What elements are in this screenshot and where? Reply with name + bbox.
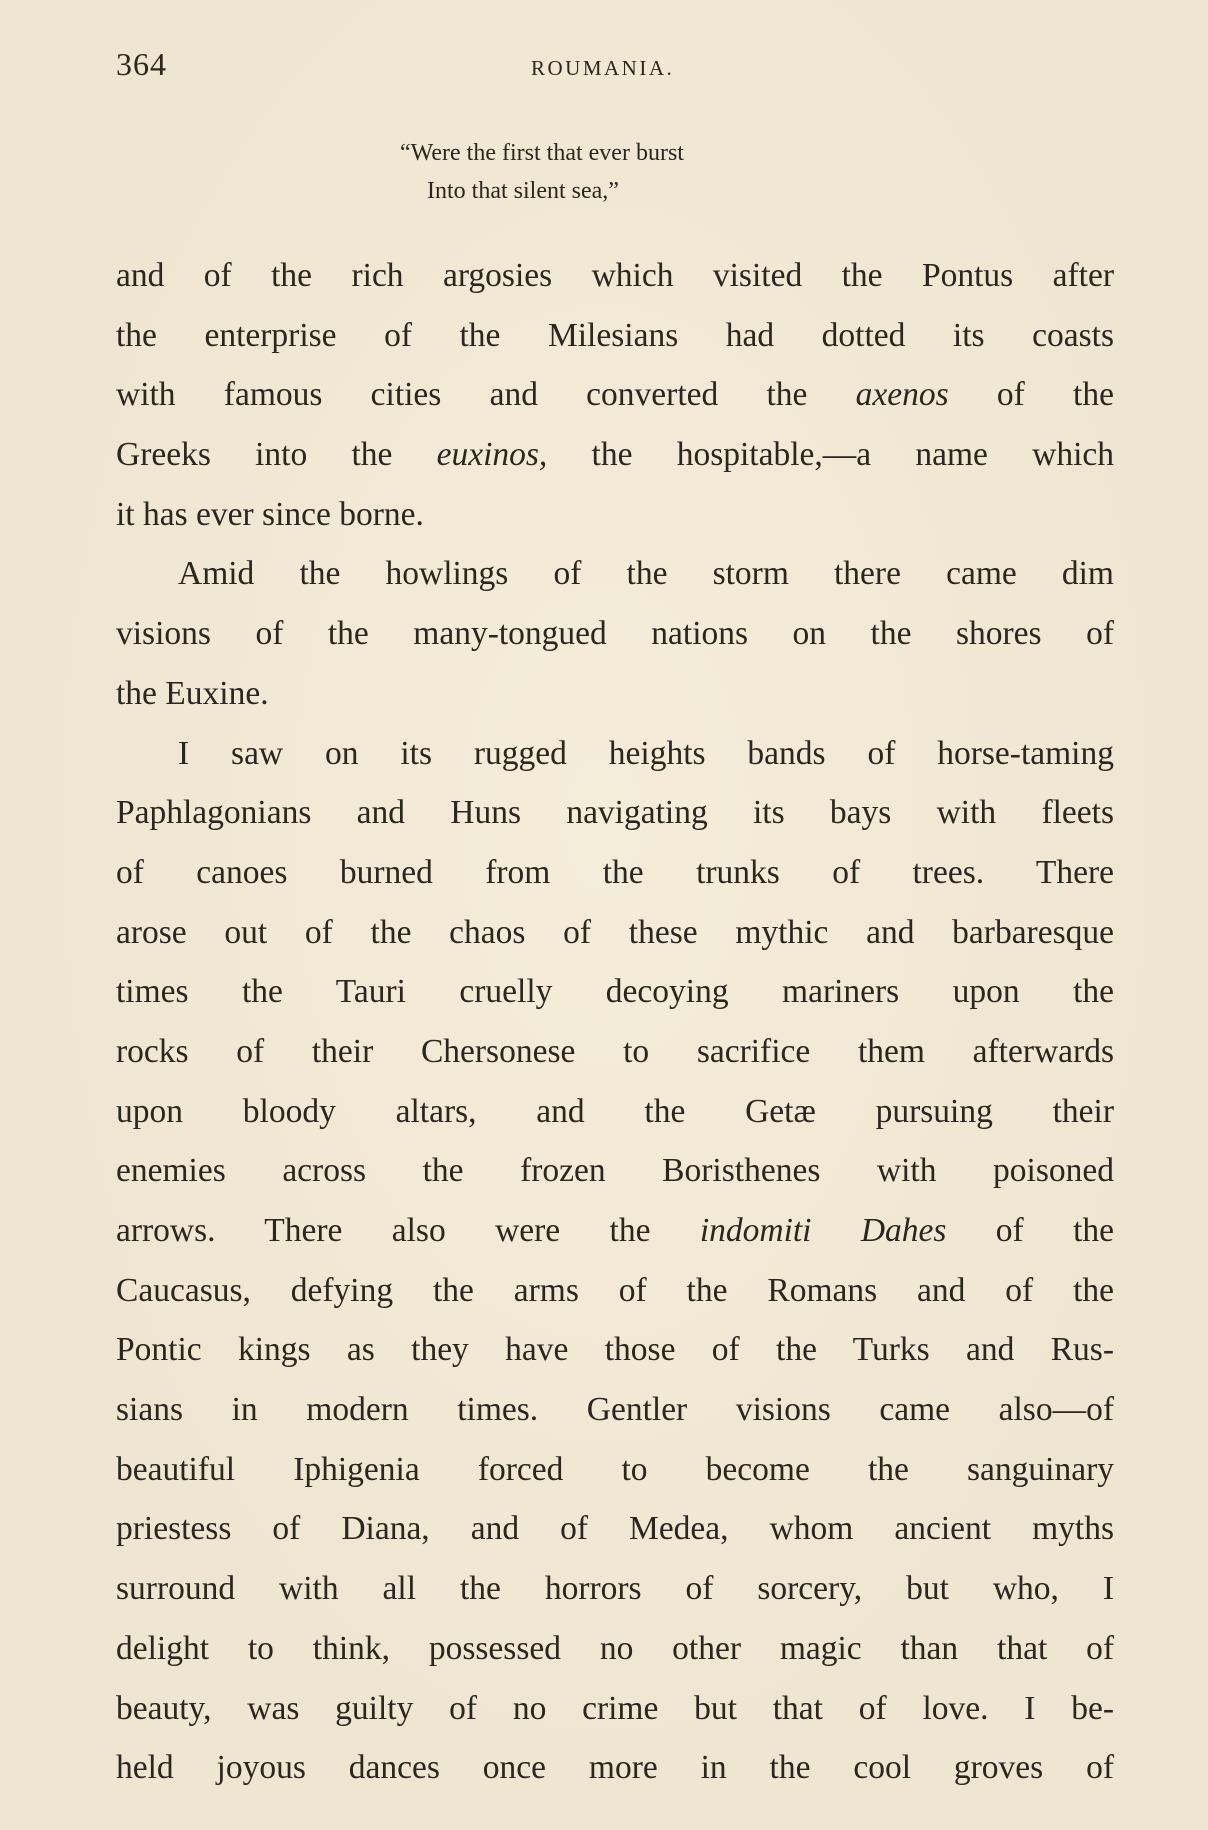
text-line: and of the rich argosies which visited the Pontus after (116, 257, 1114, 294)
italic-term: indomiti Dahes (699, 1212, 947, 1249)
text-line: of canoes burned from the trunks of trees. There (116, 853, 1114, 891)
text-line: Amid the howlings of the storm there came dim (178, 555, 1114, 593)
text-line: it has ever since borne. (116, 495, 424, 533)
text-line: Paphlagonians and Huns navigating its bays with fleets (116, 794, 1114, 832)
text-line: held joyous dances once more in the cool groves of (116, 1749, 1114, 1787)
text-line: enemies across the frozen Boristhenes with poisoned (116, 1152, 1114, 1190)
text-line: with famous cities and converted the axenos of the (116, 376, 1114, 414)
text-line: the Euxine. (116, 674, 269, 712)
epigraph-line: “Were the first that ever burst (400, 140, 684, 166)
text-line: Caucasus, defying the arms of the Romans and of the (116, 1271, 1114, 1309)
text-line: the enterprise of the Milesians had dotted its coasts (116, 316, 1114, 354)
page-number: 364 (116, 46, 167, 82)
italic-term: euxinos, (436, 436, 548, 474)
epigraph-quote (400, 134, 684, 210)
italic-term: axenos (855, 376, 949, 414)
text-line: delight to think, possessed no other magic than that of (116, 1629, 1114, 1667)
text-line: arrows. There also were the indomiti Dahes of the (116, 1212, 1114, 1249)
text-line: priestess of Diana, and of Medea, whom ancient myths (116, 1510, 1114, 1548)
text-line: I saw on its rugged heights bands of horse-taming (178, 734, 1114, 772)
running-head: ROUMANIA. (531, 56, 675, 80)
page-header (116, 46, 1116, 86)
text-line: Greeks into the euxinos, the hospitable,—a name which (116, 436, 1114, 474)
text-line: rocks of their Chersonese to sacrifice them afterwards (116, 1032, 1114, 1070)
body-text (116, 246, 1114, 1798)
text-line: sians in modern times. Gentler visions came also—of (116, 1391, 1114, 1429)
text-line: visions of the many-tongued nations on the shores of (116, 615, 1114, 653)
text-line: beauty, was guilty of no crime but that of love. I be- (116, 1689, 1114, 1727)
text-line: Pontic kings as they have those of the Turks and Rus- (116, 1331, 1114, 1369)
epigraph-line: Into that silent sea,” (427, 178, 619, 204)
text-line: beautiful Iphigenia forced to become the sanguinary (116, 1450, 1114, 1488)
text-line: times the Tauri cruelly decoying mariners upon the (116, 973, 1114, 1011)
text-line: upon bloody altars, and the Getæ pursuing their (116, 1092, 1114, 1130)
text-line: surround with all the horrors of sorcery, but who, I (116, 1570, 1114, 1608)
text-line: arose out of the chaos of these mythic and barbaresque (116, 913, 1114, 951)
